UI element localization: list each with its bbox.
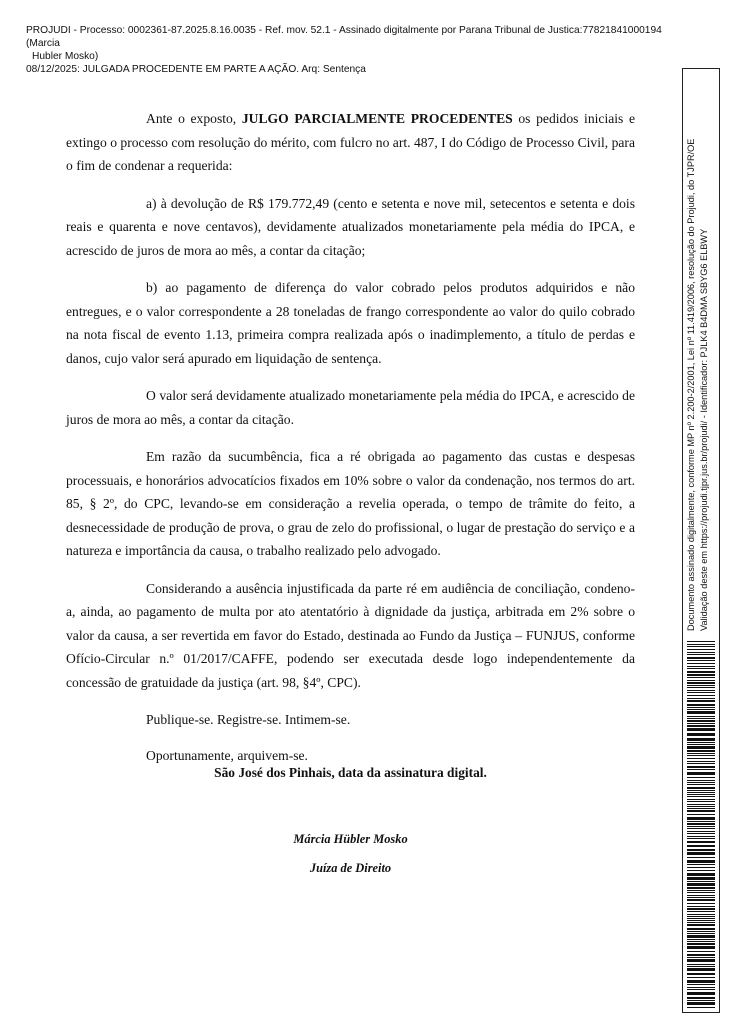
barcode-bar xyxy=(687,711,715,714)
barcode-bar xyxy=(687,746,715,749)
barcode-bar xyxy=(687,992,715,995)
barcode-bar xyxy=(687,941,715,942)
barcode-bar xyxy=(687,720,715,722)
paragraph-item-b: b) ao pagamento de diferença do valor cobrado pelos produtos adquiridos e não entregues, e o valor correspondente a 28 toneladas de frango correspondente ao valor do quilo cobrado na nota fiscal de evento 1.13, primeira compra realizada após o inadimplemento, a título de perdas e danos, cujo valor será apurado em liquidação de sentença. xyxy=(66,280,635,366)
ruling-emphasis: JULGO PARCIALMENTE PROCEDENTES xyxy=(241,111,513,126)
barcode-bar xyxy=(687,660,715,661)
barcode-bar xyxy=(687,707,715,708)
header-line: 08/12/2025: JULGADA PROCEDENTE EM PARTE A AÇÃO. Arq: Sentença xyxy=(26,64,366,75)
barcode-bar xyxy=(687,883,715,886)
barcode-bar xyxy=(687,753,715,754)
barcode-bar xyxy=(687,857,715,858)
barcode-bar xyxy=(687,920,715,921)
document-header xyxy=(26,24,686,76)
barcode-bar xyxy=(687,808,715,809)
barcode-bar xyxy=(687,657,715,659)
barcode-bar xyxy=(687,968,715,971)
barcode-bar xyxy=(687,836,715,837)
barcode-bar xyxy=(687,906,715,907)
signer-title: Juíza de Direito xyxy=(309,861,392,875)
barcode-bar xyxy=(687,870,715,871)
barcode-bar xyxy=(687,877,715,880)
barcode-bar xyxy=(687,892,715,893)
barcode-bar xyxy=(687,682,715,684)
barcode-bar xyxy=(687,831,715,832)
barcode-bar xyxy=(687,704,715,706)
paragraph-item-a: a) à devolução de R$ 179.772,49 (cento e setenta e nove mil, setecentos e setenta e dois reais e quarenta e nove centavos), devidamente atualizados monetariamente pela média do IPCA, e acrescido de juros de mora ao mês, a contar da citação; xyxy=(66,195,635,258)
barcode-bar xyxy=(687,887,715,889)
barcode-bar xyxy=(687,652,715,653)
barcode-bar xyxy=(687,924,715,926)
paragraph-fine: Considerando a ausência injustificada da parte ré em audiência de conciliação, condeno-a, ainda, ao pagamento de multa por ato atentatório à dignidade da justiça, arbitrada em 2% sobre o valor da causa, a ser revertida em favor do Estado, destinada ao Fundo da Justiça – FUNJUS, conforme Ofício-Circular n.º 01/2017/CAFFE, podendo ser executada desde logo independentemente da concessão de gratuidade da justiça (art. 98, §4º, CPC). xyxy=(66,580,635,690)
validation-line: Documento assinado digitalmente, conforme MP nº 2.200-2/2001, Lei nº 11.419/2006, resolução do Projudi, do TJPR/OE xyxy=(686,138,696,631)
barcode-bar xyxy=(687,821,715,822)
barcode-bar xyxy=(687,817,715,820)
sentence-body xyxy=(66,107,635,779)
barcode-bar xyxy=(687,742,715,743)
barcode-bar xyxy=(687,709,715,710)
header-line: Hubler Mosko) xyxy=(32,51,99,62)
barcode-bar xyxy=(687,954,715,956)
barcode-bar xyxy=(687,908,715,910)
barcode-bar xyxy=(687,668,715,669)
barcode-bar xyxy=(687,939,715,940)
barcode-bar xyxy=(687,677,715,678)
barcode-bar xyxy=(687,867,715,868)
barcode-bar xyxy=(687,758,715,759)
paragraph-archive: Oportunamente, arquivem-se. xyxy=(146,747,308,763)
barcode-bar xyxy=(687,903,715,904)
barcode-bar xyxy=(687,826,715,827)
barcode-bar xyxy=(687,873,715,876)
barcode-bar xyxy=(687,935,715,938)
barcode-bar xyxy=(687,695,715,696)
barcode-bar xyxy=(687,987,715,988)
barcode-bar xyxy=(687,801,715,802)
barcode-bar xyxy=(687,922,715,923)
barcode-bar xyxy=(687,911,715,912)
barcode-bar xyxy=(687,864,715,865)
barcode-bar xyxy=(687,943,715,945)
barcode-bar xyxy=(687,804,715,805)
barcode-bar xyxy=(687,833,715,834)
barcode-bar xyxy=(687,780,715,781)
barcode-bar xyxy=(687,738,715,741)
barcode-bar xyxy=(687,792,715,793)
barcode-bar xyxy=(687,666,715,667)
barcode-bar xyxy=(687,755,715,756)
validation-line: Validação deste em https://projudi.tjpr.jus.br/projudi/ - Identificador: PJLK4 B4DMA SBYG6 ELBWY xyxy=(698,228,709,631)
barcode-bar xyxy=(687,959,715,962)
barcode-bar xyxy=(687,984,715,985)
barcode-bar xyxy=(687,1002,715,1005)
barcode-bar xyxy=(687,663,715,664)
paragraph-publish: Publique-se. Registre-se. Intimem-se. xyxy=(146,712,351,727)
signer-name: Márcia Hübler Mosko xyxy=(293,832,408,846)
barcode-bar xyxy=(687,852,715,855)
barcode-bar xyxy=(687,895,715,896)
barcode-bar xyxy=(687,828,715,829)
barcode-bar xyxy=(687,964,715,965)
barcode-bar xyxy=(687,1000,715,1001)
barcode-bar xyxy=(687,687,715,688)
barcode-bar xyxy=(687,823,715,825)
barcode-bar xyxy=(687,810,715,812)
barcode-bar xyxy=(687,860,715,863)
barcode-bar xyxy=(687,951,715,952)
barcode-bar xyxy=(687,997,715,999)
barcode-bar xyxy=(687,790,715,791)
barcode-bar xyxy=(687,957,715,958)
barcode-bar xyxy=(687,723,715,724)
barcode-bar xyxy=(687,700,715,702)
barcode-bar xyxy=(687,649,715,650)
barcode-bar xyxy=(687,744,715,745)
barcode-bar xyxy=(687,899,715,901)
barcode-bar xyxy=(687,718,715,719)
barcode-bar xyxy=(687,674,715,676)
barcode-bar xyxy=(687,933,715,934)
barcode-bar xyxy=(687,916,715,917)
barcode-bar xyxy=(687,881,715,882)
header-line: PROJUDI - Processo: 0002361-87.2025.8.16.0035 - Ref. mov. 52.1 - Assinado digitalmente por Parana Tribunal de Justica:77821841000194 (Marcia xyxy=(26,25,662,49)
barcode-bar xyxy=(687,680,715,681)
barcode-bar xyxy=(687,814,715,815)
barcode-bar xyxy=(687,646,715,647)
barcode-bar xyxy=(687,725,715,727)
paragraph-correction: O valor será devidamente atualizado monetariamente pela média do IPCA, e acrescido de juros de mora ao mês, a contar da citação. xyxy=(66,388,635,427)
barcode-bar xyxy=(687,644,715,645)
barcode-bar xyxy=(687,918,715,919)
barcode-bar xyxy=(687,980,715,983)
paragraph-ruling: Ante o exposto, JULGO PARCIALMENTE PROCEDENTES os pedidos iniciais e extingo o processo com resolução do mérito, com fulcro no art. 487, I do Código de Processo Civil, para o fim de condenar a requerida: xyxy=(66,111,635,173)
barcode-bar xyxy=(687,641,715,642)
barcode-bar xyxy=(687,931,715,932)
barcode-bar xyxy=(687,772,715,775)
barcode-bar xyxy=(687,977,715,978)
barcode-bar xyxy=(687,728,715,731)
validation-text xyxy=(685,71,719,631)
barcode-bar xyxy=(687,973,715,975)
barcode-bar xyxy=(687,849,715,851)
barcode-bar xyxy=(687,966,715,967)
barcode-bar xyxy=(687,761,715,762)
barcode-bar xyxy=(687,845,715,847)
digital-signature-stamp xyxy=(682,68,720,1013)
barcode-bar xyxy=(687,796,715,797)
barcode-bar xyxy=(687,766,715,768)
barcode-bar xyxy=(687,1007,715,1008)
barcode-bar xyxy=(687,685,715,686)
barcode-bar xyxy=(687,698,715,699)
barcode-bar xyxy=(687,782,715,783)
barcode-bar xyxy=(687,890,715,891)
barcode-bar xyxy=(687,763,715,764)
barcode-bar xyxy=(687,897,715,898)
barcode-bar xyxy=(687,716,715,717)
place-date: São José dos Pinhais, data da assinatura digital. xyxy=(214,765,487,780)
barcode-bar xyxy=(687,777,715,778)
paragraph-costs: Em razão da sucumbência, fica a ré obrigada ao pagamento das custas e despesas processuais, e honorários advocatícios fixados em 10% sobre o valor da condenação, nos termos do art. 85, § 2º, do CPC, levando-se em consideração a revelia operada, o tempo de trâmite do feito, a desnecessidade de produção de prova, o grau de zelo do profissional, o lugar de prestação do serviço e a natureza e importância da causa, o trabalho realizado pelo advogado. xyxy=(66,449,635,558)
barcode-bar xyxy=(687,946,715,949)
barcode-bar xyxy=(687,794,715,795)
barcode-bar xyxy=(687,750,715,752)
barcode-bar xyxy=(687,841,715,843)
barcode-bar xyxy=(687,692,715,693)
barcode-bar xyxy=(687,690,715,691)
barcode-bar xyxy=(687,914,715,915)
barcode-bar xyxy=(687,928,715,930)
barcode-bar xyxy=(687,787,715,789)
barcode-bar xyxy=(687,784,715,785)
barcode-icon xyxy=(687,641,715,1009)
barcode-bar xyxy=(687,989,715,990)
barcode-bar xyxy=(687,769,715,770)
barcode-bar xyxy=(687,838,715,839)
barcode-bar xyxy=(687,733,715,736)
barcode-bar xyxy=(687,806,715,807)
barcode-bar xyxy=(687,654,715,655)
barcode-bar xyxy=(687,671,715,673)
barcode-bar xyxy=(687,799,715,800)
